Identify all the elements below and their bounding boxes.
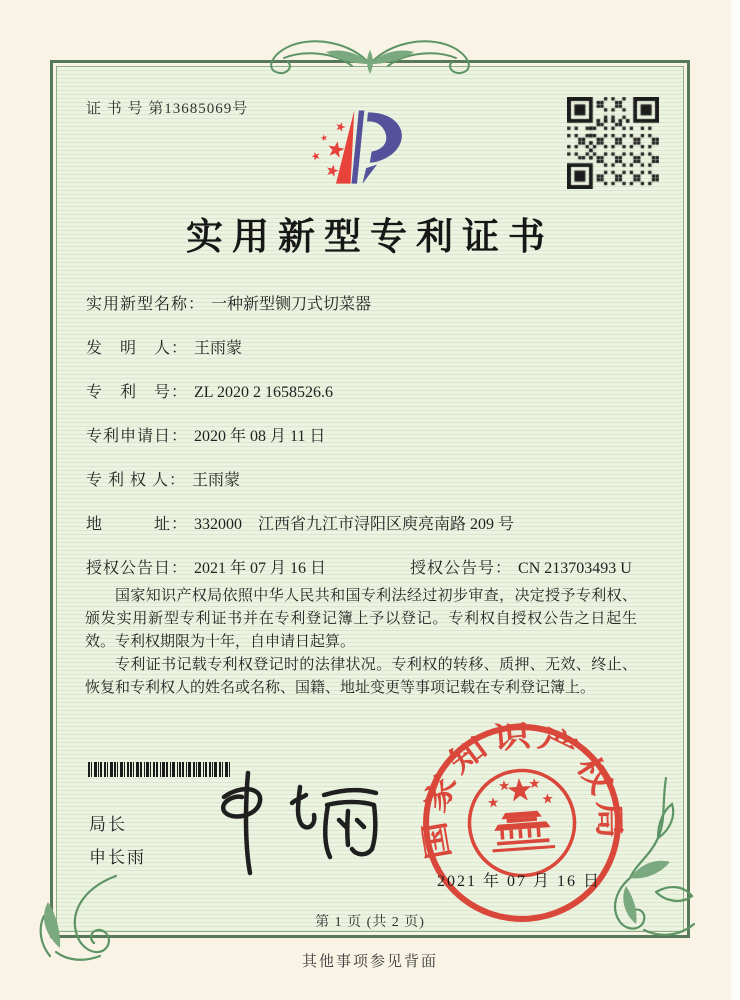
field-label: 地 址： [86, 516, 189, 533]
legal-text [85, 585, 637, 700]
field-label: 实用新型名称： [86, 296, 206, 313]
certificate-number-value: 第13685069号 [148, 101, 249, 117]
certificate-title: 实用新型专利证书 [186, 217, 554, 258]
legal-paragraph-1: 国家知识产权局依照中华人民共和国专利法经过初步审查，决定授予专利权、颁发实用新型专利证书并在专利登记簿上予以登记。专利权自授权公告之日起生效。专利权期限为十年，自申请日起算。 [85, 588, 637, 650]
field-grant-date [86, 557, 326, 580]
top-flourish-ornament [252, 24, 488, 90]
field-value: 王雨蒙 [192, 472, 241, 489]
field-label: 授权公告号： [410, 560, 513, 577]
signer-title: 局长 [89, 815, 127, 834]
field-utility-model-name [86, 293, 631, 316]
field-grant-row [86, 557, 631, 580]
seal-date: 2021 年 07 月 16 日 [437, 873, 602, 890]
field-value: 王雨蒙 [194, 340, 243, 357]
field-value: 332000 江西省九江市浔阳区庾亮南路 209 号 [194, 516, 515, 533]
field-patentee [86, 469, 631, 492]
scan-edge [731, 0, 740, 1000]
field-label: 授权公告日： [86, 560, 189, 577]
certificate-number [86, 97, 248, 118]
cnipa-logo-icon [293, 97, 421, 199]
field-value: ZL 2020 2 1658526.6 [194, 384, 333, 401]
field-application-date [86, 425, 631, 448]
signature-handwriting [196, 765, 386, 880]
national-emblem-icon [466, 767, 578, 879]
page-number: 第 1 页 (共 2 页) [315, 915, 425, 930]
field-patent-number [86, 381, 631, 404]
field-inventor [86, 337, 631, 360]
field-label: 专 利 权 人： [86, 472, 187, 489]
seal-text: 国家知识产权局 [417, 718, 626, 862]
field-value: 2020 年 08 月 11 日 [194, 428, 326, 445]
field-label: 专利申请日： [86, 428, 189, 445]
field-value: 一种新型铡刀式切菜器 [211, 296, 372, 313]
field-grant-number [410, 557, 632, 580]
footer-note: 其他事项参见背面 [301, 954, 438, 970]
field-value: 2021 年 07 月 16 日 [194, 560, 327, 577]
field-list [86, 293, 631, 580]
field-address [86, 513, 631, 536]
signer-name: 申长雨 [89, 848, 146, 867]
field-label: 发 明 人： [86, 340, 189, 357]
official-seal [414, 715, 630, 931]
field-label: 专 利 号： [86, 384, 189, 401]
certificate-number-label: 证 书 号 [86, 101, 144, 117]
qr-code [567, 97, 659, 189]
field-value: CN 213703493 U [518, 560, 632, 577]
legal-paragraph-2: 专利证书记载专利权登记时的法律状况。专利权的转移、质押、无效、终止、恢复和专利权人的姓名或名称、国籍、地址变更等事项记载在专利登记簿上。 [85, 657, 637, 696]
